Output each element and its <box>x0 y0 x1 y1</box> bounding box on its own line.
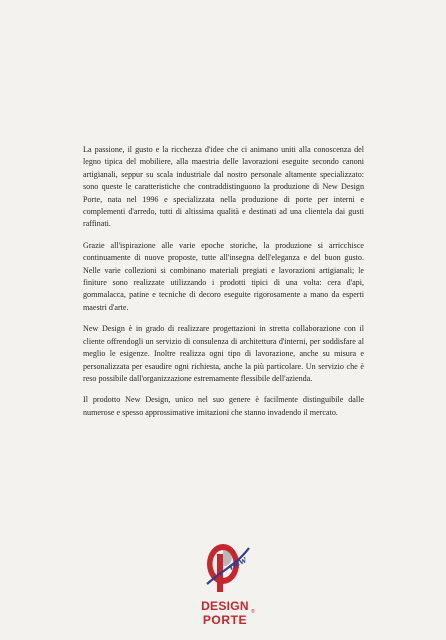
logo-porte-text: PORTE <box>202 613 248 627</box>
paragraph-1: La passione, il gusto e la ricchezza d'idee che ci animano uniti alla conoscenza del legno tipica del mobiliere, alla maestria delle lavorazioni eseguite secondo canoni artigianali, seppur su scala industriale dal nostro personale altamente specializzato: sono queste le caratteristiche che contraddistinguono la produzione di New Design Porte, nata nel 1996 e specializzata nella produzione di porte per interni e complementi d'arredo, tutti di altissima qualità e destinati ad una clientela dai gusti raffinati. <box>83 145 364 229</box>
paragraph-2: Grazie all'ispirazione alle varie epoche storiche, la produzione si arricchisce continuamente di nuove proposte, tutte all'insegna dell'eleganza e del buon gusto. Nelle varie collezioni si combinano materiali pregiati e lavorazioni artigianali; le finiture sono realizzate utilizzando i prodotti tipici di una volta: cera d'api, gommalacca, patine e tecniche di decoro eseguite rigorosamente a mano da esperti maestri d'arte. <box>83 240 364 312</box>
logo-design-text: DESIGN <box>201 599 249 613</box>
logo-mark-icon <box>193 540 257 628</box>
logo-script-text: new <box>226 553 249 573</box>
paragraph-3: New Design è in grado di realizzare progettazioni in stretta collaborazione con il cliente offrendogli un servizio di consulenza di architettura d'interni, per soddisfare al meglio le esigenze. Inoltre realizza ogni tipo di lavorazione, anche su misura e personalizzata per esaudire ogni richiesta, anche la più particolare. Un servizio che è reso possibile dall'organizzazione estremamente flessibile dell'azienda. <box>83 324 364 383</box>
logo-emblem-icon <box>207 544 249 592</box>
registered-mark: ® <box>251 609 255 615</box>
body-text <box>83 144 364 428</box>
paragraph-4: Il prodotto New Design, unico nel suo genere è facilmente distinguibile dalle numerose e spesso approssimative imitazioni che stanno invadendo il mercato. <box>83 395 364 417</box>
new-design-porte-logo <box>193 540 257 628</box>
